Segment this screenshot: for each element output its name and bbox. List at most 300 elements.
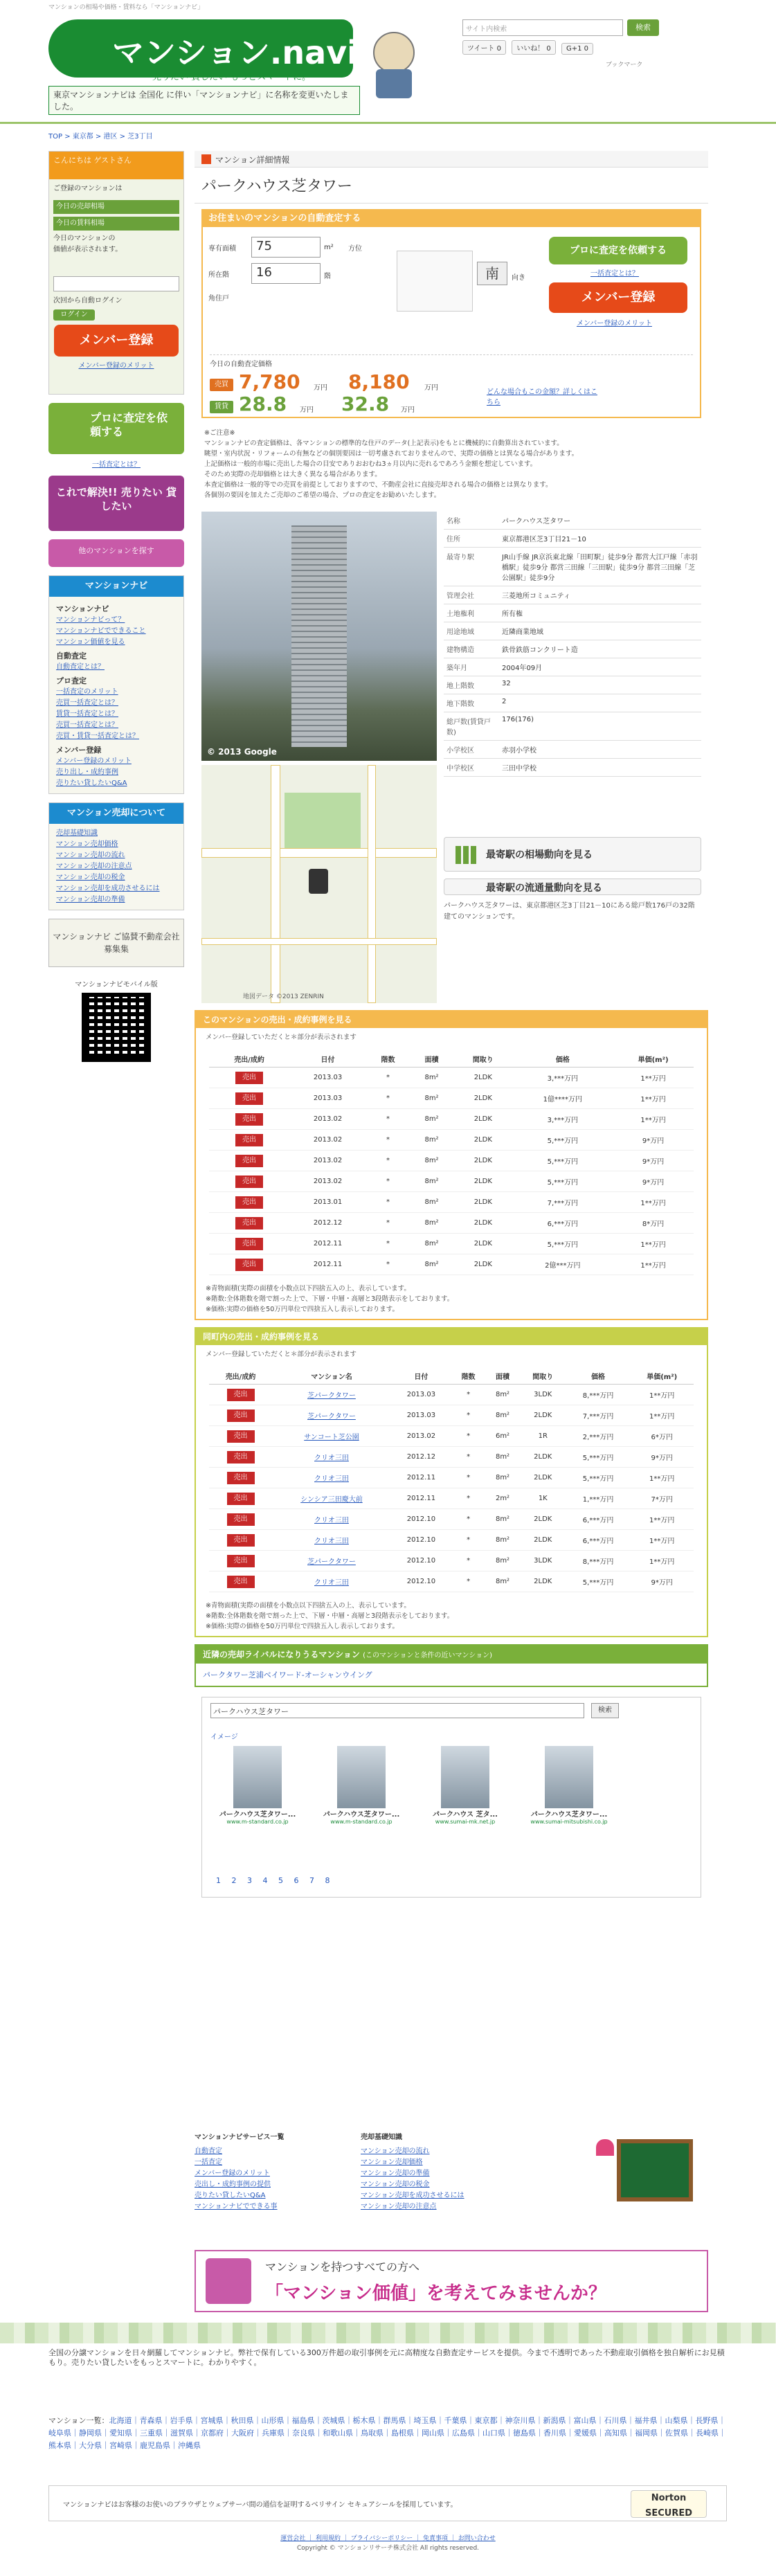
building-link[interactable]: 芝パークタワー xyxy=(307,1413,356,1421)
thumb-source: www.sumai-mitsubishi.co.jp xyxy=(530,1819,608,1825)
status-badge: 売出 xyxy=(235,1196,263,1209)
case-row xyxy=(209,1488,694,1509)
status-badge: 売出 xyxy=(227,1472,255,1484)
detail-value: 東京都港区芝3丁目21－10 xyxy=(499,530,701,548)
knowledge-link[interactable]: マンション売却の流れ xyxy=(56,852,125,859)
note-line: マンションナビの査定価格は、各マンションの標準的な住戸のデータ(上記表示)をもとに機械的に自動算出されています。 xyxy=(204,440,563,447)
footer-link[interactable]: 売りたい貸したいQ&A xyxy=(195,2192,266,2199)
column-header: 売出/成約 xyxy=(209,1051,289,1068)
nav-link[interactable]: メンバー登録のメリット xyxy=(56,757,132,765)
detail-key: 地上階数 xyxy=(444,676,499,694)
building-detail xyxy=(195,505,708,1003)
nav-link[interactable]: 売りたい貸したいQ&A xyxy=(56,780,127,787)
case-cell: 9*万円 xyxy=(630,1447,694,1468)
case-cell: 2LDK xyxy=(453,1130,512,1151)
own-cases-title: このマンションの売出・成約事例を見る xyxy=(196,1011,707,1028)
nav-group-title: 自動査定 xyxy=(56,651,87,660)
case-cell xyxy=(209,1426,272,1447)
search-button[interactable]: 検索 xyxy=(627,19,659,36)
image-search-box xyxy=(201,1697,701,1898)
case-row xyxy=(209,1385,694,1405)
case-cell: 8m² xyxy=(410,1130,453,1151)
own-cases-table xyxy=(209,1051,694,1275)
nav-link[interactable]: 売買一括査定とは？ xyxy=(56,699,118,707)
case-cell xyxy=(209,1068,289,1088)
pager[interactable]: 1 2 3 4 5 6 7 8 xyxy=(216,1876,334,1885)
thumb-image xyxy=(233,1746,282,1808)
detail-row xyxy=(444,694,701,712)
tweet-button[interactable]: ツイート 0 xyxy=(462,40,506,55)
unit-man-2: 万円 xyxy=(424,384,438,392)
case-note: ※階数:全体階数を階で割った上で、下層・中層・高層と3段階表示をしております。 xyxy=(206,1295,454,1303)
detail-value: 鉄骨鉄筋コンクリート造 xyxy=(499,640,701,658)
find-other-button[interactable]: 他のマンションを探す xyxy=(48,539,184,567)
knowledge-link[interactable]: マンション売却の準備 xyxy=(56,896,125,903)
image-thumb[interactable] xyxy=(320,1746,403,1825)
case-cell: 1**万円 xyxy=(613,1234,694,1254)
case-cell: 2億***万円 xyxy=(513,1254,613,1275)
column-header: 面積 xyxy=(410,1051,453,1068)
case-row xyxy=(209,1405,694,1426)
detail-row xyxy=(444,658,701,676)
case-row xyxy=(209,1426,694,1447)
detail-value: 176(176) xyxy=(499,712,701,741)
case-cell: 1**万円 xyxy=(613,1192,694,1213)
building-title: パークハウス芝タワー xyxy=(195,168,708,204)
image-thumb[interactable] xyxy=(424,1746,507,1825)
case-cell: 2LDK xyxy=(520,1405,566,1426)
case-row xyxy=(209,1468,694,1488)
case-cell: 1**万円 xyxy=(630,1551,694,1571)
bookmark-link[interactable]: ブックマーク xyxy=(606,62,643,69)
case-notes-1 xyxy=(196,1279,707,1319)
column-header: 価格 xyxy=(513,1051,613,1068)
case-cell: * xyxy=(366,1234,410,1254)
case-cell: 2LDK xyxy=(453,1192,512,1213)
image-thumb[interactable] xyxy=(216,1746,299,1825)
footer-link[interactable]: マンション売却の準備 xyxy=(361,2170,430,2177)
detail-row xyxy=(444,741,701,759)
sale-low: 7,780 xyxy=(239,370,300,393)
detail-table xyxy=(444,512,701,777)
case-cell xyxy=(209,1109,289,1130)
login-button[interactable]: ログイン xyxy=(53,309,95,321)
bulk-appraisal-link[interactable]: 一括査定とは？ xyxy=(92,461,141,469)
case-cell: 8m² xyxy=(410,1151,453,1171)
building-link[interactable]: 芝パークタワー xyxy=(307,1392,356,1400)
detail-key: 管理会社 xyxy=(444,586,499,604)
status-badge: 売出 xyxy=(235,1155,263,1167)
case-cell: 2013.01 xyxy=(289,1192,366,1213)
map-park xyxy=(285,793,361,848)
case-cell: 2012.10 xyxy=(391,1530,451,1551)
column-header: 売出/成約 xyxy=(209,1368,272,1385)
solve-button[interactable]: これで解決!! 売りたい 貸したい xyxy=(48,476,184,531)
case-cell: * xyxy=(451,1405,485,1426)
detail-key: 築年月 xyxy=(444,658,499,676)
user-panel xyxy=(48,151,184,395)
footer-link[interactable]: マンション売却を成功させるには xyxy=(361,2192,464,2199)
building-link[interactable]: クリオ三田 xyxy=(314,1517,349,1524)
building-link[interactable]: サンコート芝公園 xyxy=(304,1434,359,1441)
case-cell: 6,***万円 xyxy=(566,1530,631,1551)
case-cell: 8m² xyxy=(410,1234,453,1254)
thumb-caption: パークハウス芝タワー... xyxy=(219,1811,296,1819)
case-cell xyxy=(272,1447,391,1468)
value-banner[interactable] xyxy=(195,2250,708,2312)
building-description: パークハウス芝タワーは、東京都港区芝3丁目21－10にある総戸数176戸の32階建てのマンションです。 xyxy=(444,902,695,921)
user-text-1: ご登録のマンションは xyxy=(53,185,123,192)
case-cell xyxy=(272,1426,391,1447)
navi-menu-title: マンションナビ xyxy=(49,576,183,597)
status-badge: 売出 xyxy=(235,1072,263,1084)
top-floor-checkbox[interactable]: 角住戸 xyxy=(208,295,229,303)
case-row xyxy=(209,1234,694,1254)
case-cell: * xyxy=(366,1192,410,1213)
case-cell xyxy=(272,1551,391,1571)
case-cell: 1**万円 xyxy=(613,1088,694,1109)
case-cell: 9*万円 xyxy=(613,1130,694,1151)
case-cell xyxy=(272,1488,391,1509)
case-cell: 2013.03 xyxy=(289,1068,366,1088)
station-price-button[interactable]: 最寄駅の相場動向を見る xyxy=(444,837,701,872)
case-cell: 2012.10 xyxy=(391,1509,451,1530)
status-badge: 売出 xyxy=(235,1176,263,1188)
direction-select[interactable]: 南 xyxy=(477,262,507,285)
footer-link[interactable]: 売出し・成約事例の提供 xyxy=(195,2181,271,2188)
case-row xyxy=(209,1151,694,1171)
case-cell xyxy=(209,1385,272,1405)
case-cell: 8*万円 xyxy=(613,1213,694,1234)
detail-value: パークハウス芝タワー xyxy=(499,512,701,530)
thumb-caption: パークハウス芝タワー... xyxy=(323,1811,400,1819)
direction-suffix: 向き xyxy=(512,274,525,282)
auto-appraisal-title: お住まいのマンションの自動査定する xyxy=(203,210,700,227)
column-header: 間取り xyxy=(453,1051,512,1068)
case-cell: * xyxy=(451,1488,485,1509)
case-cell: 2LDK xyxy=(453,1254,512,1275)
case-row xyxy=(209,1171,694,1192)
detail-row xyxy=(444,548,701,586)
footer-link[interactable]: 一括査定 xyxy=(195,2159,222,2166)
map-road-1 xyxy=(201,848,437,858)
detail-key: 小学校区 xyxy=(444,741,499,759)
image-search-input[interactable]: パークハウス芝タワー xyxy=(210,1703,584,1718)
area-label: 専有面積 xyxy=(208,245,236,253)
security-text: マンションナビはお客様のお使いのブラウザとウェブサーバ間の通信を証明するベリサイン セキュアシールを採用しています。 xyxy=(63,2501,458,2509)
case-cell: 2LDK xyxy=(520,1530,566,1551)
case-cell: 2012.10 xyxy=(391,1551,451,1571)
detail-row xyxy=(444,676,701,694)
nav-group-title: プロ査定 xyxy=(56,676,87,685)
case-cell: 2LDK xyxy=(453,1151,512,1171)
mascot-image xyxy=(363,15,426,101)
case-cell: * xyxy=(366,1254,410,1275)
case-cell: 8m² xyxy=(485,1509,520,1530)
case-cell: 2013.03 xyxy=(391,1405,451,1426)
auto-login-checkbox[interactable]: 次回から自動ログイン xyxy=(53,297,123,305)
nav-link[interactable]: 自動査定とは？ xyxy=(56,663,105,671)
case-cell: * xyxy=(366,1151,410,1171)
images-label: イメージ xyxy=(210,1733,238,1741)
breadcrumb[interactable]: TOP > 東京都 > 港区 > 芝3丁目 xyxy=(48,133,153,141)
case-cell: 8,***万円 xyxy=(566,1385,631,1405)
status-badge: 売出 xyxy=(227,1493,255,1505)
case-row xyxy=(209,1068,694,1088)
area-cases-table xyxy=(209,1368,694,1592)
note-line: ※ご注意※ xyxy=(204,429,235,437)
footer-nav[interactable]: 運営会社 ｜ 利用規約 ｜ プライバシーポリシー ｜ 免責事項 ｜ お問い合わせ xyxy=(280,2535,496,2542)
case-cell xyxy=(209,1171,289,1192)
prefecture-links[interactable]: マンション一覧：北海道｜青森県｜岩手県｜宮城県｜秋田県｜山形県｜福島県｜茨城県｜栃木県｜群馬県｜埼玉県｜千葉県｜東京都｜神奈川県｜新潟県｜富山県｜石川県｜福井県｜山梨県｜長野県｜岐阜県｜静岡県｜愛知県｜三重県｜滋賀県｜京都府｜大阪府｜兵庫県｜奈良県｜和歌山県｜鳥取県｜島根県｜岡山県｜広島県｜山口県｜徳島県｜香川県｜愛媛県｜高知県｜福岡県｜佐賀県｜長崎県｜熊本県｜大分県｜宮崎県｜鹿児島県｜沖縄県 xyxy=(48,2416,726,2450)
case-cell: 2013.03 xyxy=(289,1088,366,1109)
detail-row xyxy=(444,586,701,604)
social-buttons xyxy=(462,40,725,58)
case-cell: 8m² xyxy=(410,1171,453,1192)
nav-link[interactable]: マンション価値を見る xyxy=(56,638,125,646)
case-cell: 8m² xyxy=(410,1192,453,1213)
footer-link[interactable]: マンション売却価格 xyxy=(361,2159,423,2166)
case-cell: 2012.11 xyxy=(391,1488,451,1509)
building-link[interactable]: クリオ三田 xyxy=(314,1454,349,1462)
footer-col-title: マンションナビサービス一覧 xyxy=(195,2134,285,2141)
case-cell: * xyxy=(451,1509,485,1530)
thumb-image xyxy=(441,1746,489,1808)
case-cell xyxy=(209,1151,289,1171)
compass-widget[interactable] xyxy=(397,251,473,312)
case-cell: 5,***万円 xyxy=(566,1571,631,1592)
area-input[interactable]: 75 xyxy=(251,237,321,258)
footer-col-title: 売却基礎知識 xyxy=(361,2134,402,2141)
knowledge-link[interactable]: マンション売却の注意点 xyxy=(56,863,132,870)
map-pin-icon xyxy=(309,869,328,894)
site-search xyxy=(462,19,663,36)
detail-value: 所有権 xyxy=(499,604,701,622)
floor-input[interactable]: 16 xyxy=(251,263,321,284)
nav-link[interactable]: 賃貸一括査定とは？ xyxy=(56,710,118,718)
case-cell: 2012.12 xyxy=(289,1213,366,1234)
case-row xyxy=(209,1130,694,1151)
status-badge: 売出 xyxy=(235,1092,263,1105)
case-cell xyxy=(272,1530,391,1551)
detail-row xyxy=(444,712,701,741)
case-cell: 1**万円 xyxy=(613,1068,694,1088)
like-button[interactable]: いいね！ 0 xyxy=(512,40,556,55)
case-cell: 9*万円 xyxy=(630,1571,694,1592)
case-note: ※価格:実際の価格を50万円単位で四捨五入し表示しております。 xyxy=(206,1306,399,1313)
case-cell: 3LDK xyxy=(520,1551,566,1571)
image-search-button[interactable]: 検索 xyxy=(591,1703,619,1718)
footer-link[interactable]: マンション売却の税金 xyxy=(361,2181,430,2188)
banner-text-1: マンションを持つすべての方へ xyxy=(265,2260,419,2273)
status-badge: 売出 xyxy=(235,1134,263,1146)
nav-link[interactable]: 一括査定のメリット xyxy=(56,688,118,696)
detail-value: 2 xyxy=(499,694,701,712)
detail-link[interactable]: どんな場合もこの金額？詳しくはこちら xyxy=(487,388,597,406)
note-line: そのため実際の売却価格とは大きく異なる場合があります。 xyxy=(204,471,381,478)
column-header: 間取り xyxy=(520,1368,566,1385)
case-note: ※青物面積(実際の面積を小数点以下四捨五入の上、表示しています。 xyxy=(206,1285,410,1292)
tower-shape xyxy=(291,525,347,747)
building-link[interactable]: クリオ三田 xyxy=(314,1538,349,1545)
case-cell: 8m² xyxy=(485,1551,520,1571)
column-header: 価格 xyxy=(566,1368,631,1385)
own-cases xyxy=(195,1010,708,1320)
footer-link[interactable]: 自動査定 xyxy=(195,2147,222,2155)
logo[interactable] xyxy=(48,19,360,82)
case-lead-2: メンバー登録していただくと＊部分が表示されます xyxy=(206,1351,357,1358)
detail-key: 住所 xyxy=(444,530,499,548)
building-link[interactable]: シンシア三田慶大前 xyxy=(300,1496,363,1504)
case-cell: 2012.12 xyxy=(391,1447,451,1468)
case-cell: 1**万円 xyxy=(630,1468,694,1488)
case-cell: 8m² xyxy=(485,1385,520,1405)
logo-subtitle: 売りたい 貸したい もっとスマートに。 xyxy=(152,72,312,82)
thumb-source: www.sumai-mk.net.jp xyxy=(435,1819,496,1825)
status-badge: 売出 xyxy=(235,1113,263,1126)
search-input[interactable]: サイト内検索 xyxy=(462,19,623,36)
station-flow-button[interactable]: 最寄駅の流通量動向を見る xyxy=(444,879,701,895)
member-register-button[interactable]: メンバー登録 xyxy=(54,325,179,357)
building-photo[interactable] xyxy=(201,512,437,761)
user-greeting: こんにちは ゲストさん xyxy=(49,152,183,179)
status-badge: 売出 xyxy=(227,1430,255,1443)
gplus-button[interactable]: G+1 0 xyxy=(561,43,593,55)
building-link[interactable]: クリオ三田 xyxy=(314,1579,349,1587)
nav-link[interactable]: マンションナビでできること xyxy=(56,627,146,635)
nav-link[interactable]: 売り出し・成約事例 xyxy=(56,768,118,776)
sale-tag: 売買 xyxy=(210,379,233,391)
case-note: ※階数:全体階数を階で割った上で、下層・中層・高層と3段階表示をしております。 xyxy=(206,1612,454,1620)
case-cell: 5,***万円 xyxy=(513,1171,613,1192)
pro-link-main[interactable]: 一括査定とは？ xyxy=(590,270,639,278)
knowledge-link[interactable]: マンション売却の税金 xyxy=(56,874,125,881)
column-header: 日付 xyxy=(289,1051,366,1068)
qr-title: マンションナビモバイル版 xyxy=(75,981,158,989)
header-divider xyxy=(0,122,776,124)
thumb-source: www.m-standard.co.jp xyxy=(330,1819,392,1825)
sponsor-banner[interactable]: マンションナビ ご協賛不動産会社募集集 xyxy=(48,919,184,967)
case-cell: * xyxy=(451,1530,485,1551)
case-cell xyxy=(209,1405,272,1426)
detail-key: 用途地域 xyxy=(444,622,499,640)
nav-link[interactable]: 売買一括査定とは？ xyxy=(56,721,118,729)
site-about: 全国の分譲マンションを日々網羅してマンションナビ。弊社で保有している300万件超の取引事例を元に高精度な自動査定サービスを提供。今まで不透明であった不動産取引価格を独自解析にお見積もり。売りたい貸したいをもっとスマートに。わかりやすく。 xyxy=(48,2348,725,2367)
member-link-main[interactable]: メンバー登録のメリット xyxy=(577,320,652,327)
unit-man-3: 万円 xyxy=(300,406,314,414)
case-cell: * xyxy=(366,1088,410,1109)
status-badge: 売出 xyxy=(235,1217,263,1230)
case-cell: 8m² xyxy=(485,1571,520,1592)
case-cell: 1億****万円 xyxy=(513,1088,613,1109)
case-cell xyxy=(272,1571,391,1592)
pro-appraisal-button[interactable]: プロに査定を依頼する xyxy=(48,403,184,454)
case-row xyxy=(209,1109,694,1130)
map-road-4 xyxy=(201,938,437,945)
building-link[interactable]: 芝パークタワー xyxy=(307,1558,356,1566)
nav-group-title: マンションナビ xyxy=(56,604,109,613)
calculator-icon xyxy=(206,2258,251,2304)
banner-text-2: 「マンション価値」を考えてみませんか？ xyxy=(265,2283,606,2304)
case-cell: * xyxy=(451,1385,485,1405)
detail-row xyxy=(444,512,701,530)
case-cell: 2LDK xyxy=(520,1468,566,1488)
footer-link[interactable]: マンション売却の注意点 xyxy=(361,2203,437,2210)
thumb-caption: パークハウス芝タワー... xyxy=(530,1811,608,1819)
column-header: 単価(m²) xyxy=(613,1051,694,1068)
case-cell: 2013.02 xyxy=(289,1171,366,1192)
case-cell: 2013.02 xyxy=(289,1109,366,1130)
main-content xyxy=(195,151,708,1907)
nav-link[interactable]: マンションナビって？ xyxy=(56,616,125,624)
footer-link[interactable]: マンションナビでできる事 xyxy=(195,2203,278,2210)
knowledge-link[interactable]: マンション売却価格 xyxy=(56,840,118,848)
detail-value: 32 xyxy=(499,676,701,694)
image-thumb[interactable] xyxy=(527,1746,611,1825)
detail-value: 2004年09月 xyxy=(499,658,701,676)
rent-tag: 賃貸 xyxy=(210,401,233,413)
case-cell: 2LDK xyxy=(453,1171,512,1192)
pro-appraisal-button-main[interactable]: プロに査定を依頼する xyxy=(549,237,687,264)
city-skyline xyxy=(0,2323,776,2343)
knowledge-link[interactable]: 売却基礎知識 xyxy=(56,829,98,837)
building-link[interactable]: クリオ三田 xyxy=(314,1475,349,1483)
case-cell: 7,***万円 xyxy=(566,1405,631,1426)
footer-link[interactable]: メンバー登録のメリット xyxy=(195,2170,270,2177)
header xyxy=(0,11,776,122)
case-cell: 5,***万円 xyxy=(513,1234,613,1254)
detail-value: 赤羽小学校 xyxy=(499,741,701,759)
case-row xyxy=(209,1213,694,1234)
case-note: ※青物面積(実際の面積を小数点以下四捨五入の上、表示しています。 xyxy=(206,1602,410,1610)
chart-icon xyxy=(455,846,476,864)
case-cell xyxy=(209,1468,272,1488)
case-cell: 2013.03 xyxy=(391,1385,451,1405)
member-merit-link[interactable]: メンバー登録のメリット xyxy=(78,362,154,370)
case-cell: 2LDK xyxy=(453,1109,512,1130)
location-map[interactable] xyxy=(201,765,437,1003)
case-cell xyxy=(272,1509,391,1530)
top-text: マンションの相場や価格・賃料なら「マンションナビ」 xyxy=(48,4,204,11)
floor-unit: 階 xyxy=(324,273,331,280)
case-lead-1: メンバー登録していただくと＊部分が表示されます xyxy=(206,1034,357,1041)
auto-appraisal-box xyxy=(201,209,701,418)
case-cell: 2m² xyxy=(485,1488,520,1509)
sidebar xyxy=(48,151,184,1062)
detail-row xyxy=(444,622,701,640)
login-field[interactable] xyxy=(53,276,179,291)
case-cell: 2LDK xyxy=(453,1213,512,1234)
case-cell: 8m² xyxy=(485,1530,520,1551)
detail-row xyxy=(444,759,701,777)
case-cell: 5,***万円 xyxy=(513,1130,613,1151)
nav-link[interactable]: 売買・賃貸一括査定とは？ xyxy=(56,732,139,740)
knowledge-link[interactable]: マンション売却を成功させるには xyxy=(56,885,160,892)
case-cell: 2LDK xyxy=(453,1068,512,1088)
sale-high: 8,180 xyxy=(348,370,410,393)
footer-link[interactable]: マンション売却の流れ xyxy=(361,2147,430,2155)
case-cell: 6m² xyxy=(485,1426,520,1447)
detail-key: 総戸数(賃貸戸数) xyxy=(444,712,499,741)
member-button-main[interactable]: メンバー登録 xyxy=(549,282,687,313)
norton-seal[interactable]: Norton SECURED xyxy=(631,2490,707,2518)
rival-link[interactable]: パークタワー芝浦ベイワード-オーシャンウイング xyxy=(203,1670,372,1679)
column-header: 階数 xyxy=(366,1051,410,1068)
column-header: 面積 xyxy=(485,1368,520,1385)
detail-key: 建物構造 xyxy=(444,640,499,658)
case-cell: 1**万円 xyxy=(630,1385,694,1405)
case-cell: 2LDK xyxy=(453,1088,512,1109)
